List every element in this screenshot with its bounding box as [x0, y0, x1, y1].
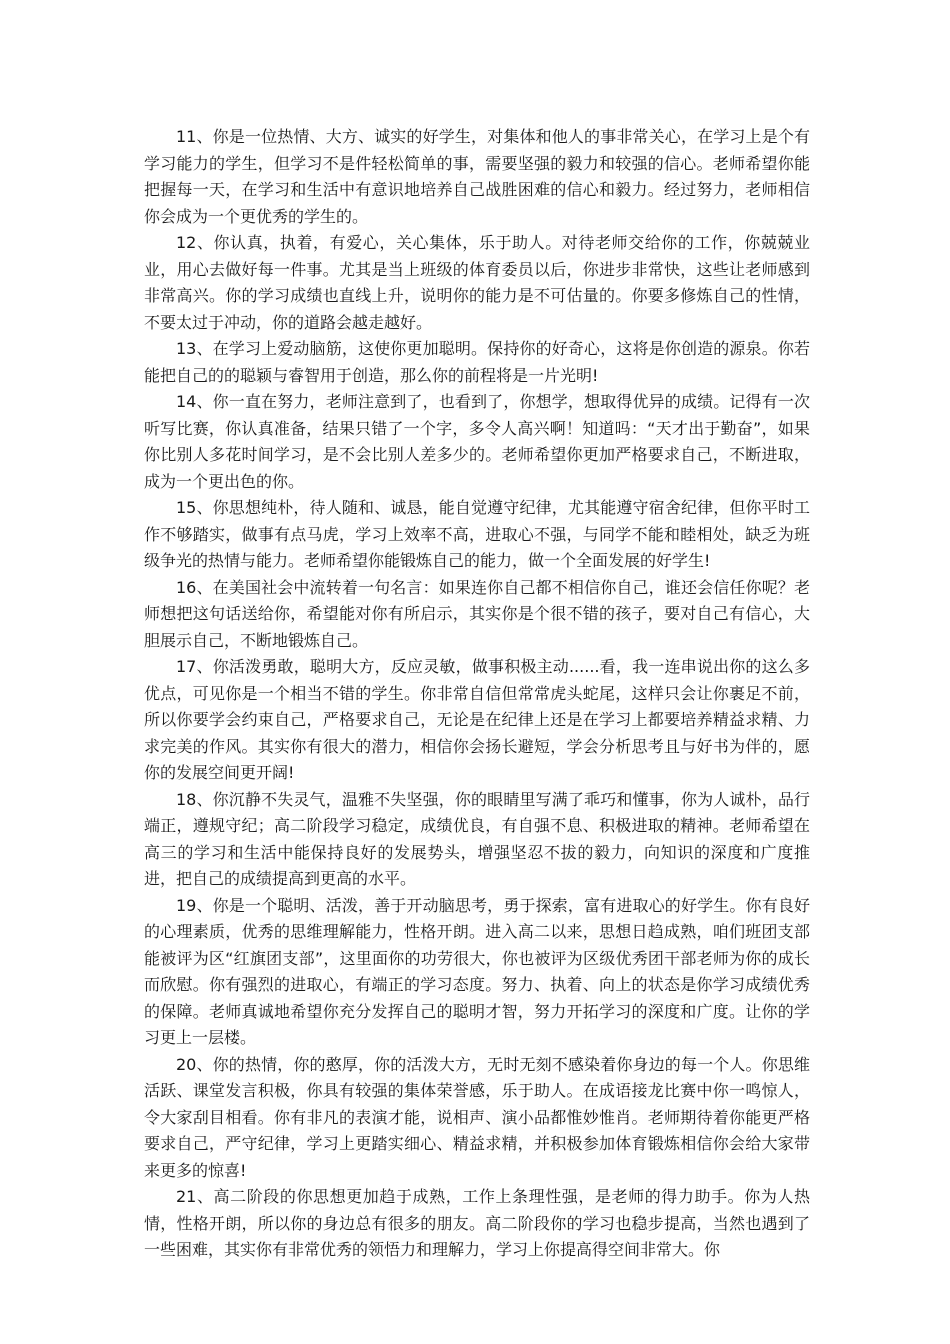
- paragraph-19: 19、你是一个聪明、活泼，善于开动脑思考，勇于探索，富有进取心的好学生。你有良好的心理素质，优秀的思维理解能力，性格开朗。进入高二以来，思想日趋成熟，咱们班团支部能被评为区“红旗团支部”，这里面你的功劳很大，你也被评为区级优秀团干部老师为你的成长而欣慰。你有强烈的进取心，有端正的学习态度。努力、执着、向上的状态是你学习成绩优秀的保障。老师真诚地希望你充分发挥自己的聪明才智，努力开拓学习的深度和广度。让你的学习更上一层楼。: [144, 895, 810, 1047]
- paragraph-18: 18、你沉静不失灵气，温雅不失坚强，你的眼睛里写满了乖巧和懂事，你为人诚朴，品行端正，遵规守纪；高二阶段学习稳定，成绩优良，有自强不息、积极进取的精神。老师希望在高三的学习和生活中能保持良好的发展势头，增强坚忍不拔的毅力，向知识的深度和广度推进，把自己的成绩提高到更高的水平。: [144, 789, 810, 888]
- paragraph-20: 20、你的热情，你的憨厚，你的活泼大方，无时无刻不感染着你身边的每一个人。你思维活跃、课堂发言积极，你具有较强的集体荣誉感，乐于助人。在成语接龙比赛中你一鸣惊人，令大家刮目相看。你有非凡的表演才能，说相声、演小品都惟妙惟肖。老师期待着你能更严格要求自己，严守纪律，学习上更踏实细心、精益求精，并积极参加体育锻炼相信你会给大家带来更多的惊喜!: [144, 1054, 810, 1180]
- paragraph-21: 21、高二阶段的你思想更加趋于成熟，工作上条理性强，是老师的得力助手。你为人热情，性格开朗，所以你的身边总有很多的朋友。高二阶段你的学习也稳步提高，当然也遇到了一些困难，其实你有非常优秀的领悟力和理解力，学习上你提高得空间非常大。你: [144, 1187, 810, 1259]
- paragraph-16: 16、在美国社会中流转着一句名言：如果连你自己都不相信你自己，谁还会信任你呢？老师想把这句话送给你，希望能对你有所启示，其实你是个很不错的孩子，要对自己有信心，大胆展示自己，不断地锻炼自己。: [144, 577, 810, 650]
- paragraph-14: 14、你一直在努力，老师注意到了，也看到了，你想学，想取得优异的成绩。记得有一次听写比赛，你认真准备，结果只错了一个字，多令人高兴啊！知道吗：“天才出于勤奋”，如果你比别人多花时间学习，是不会比别人差多少的。老师希望你更加严格要求自己，不断进取，成为一个更出色的你。: [144, 392, 810, 491]
- paragraph-15: 15、你思想纯朴，待人随和、诚恳，能自觉遵守纪律，尤其能遵守宿舍纪律，但你平时工作不够踏实，做事有点马虎，学习上效率不高，进取心不强，与同学不能和睦相处，缺乏为班级争光的热情与能力。老师希望你能锻炼自己的能力，做一个全面发展的好学生!: [144, 498, 810, 570]
- paragraph-13: 13、在学习上爱动脑筋，这使你更加聪明。保持你的好奇心，这将是你创造的源泉。你若能把自己的的聪颖与睿智用于创造，那么你的前程将是一片光明!: [144, 339, 810, 385]
- paragraph-11: 11、你是一位热情、大方、诚实的好学生，对集体和他人的事非常关心，在学习上是个有学习能力的学生，但学习不是件轻松简单的事，需要坚强的毅力和较强的信心。老师希望你能把握每一天，在学习和生活中有意识地培养自己战胜困难的信心和毅力。经过努力，老师相信你会成为一个更优秀的学生的。: [144, 127, 810, 226]
- paragraph-12: 12、你认真，执着，有爱心，关心集体，乐于助人。对待老师交给你的工作，你兢兢业业，用心去做好每一件事。尤其是当上班级的体育委员以后，你进步非常快，这些让老师感到非常高兴。你的学习成绩也直线上升，说明你的能力是不可估量的。你要多修炼自己的性情，不要太过于冲动，你的道路会越走越好。: [144, 233, 810, 332]
- document-body: [144, 124, 810, 1264]
- paragraph-17: 17、你活泼勇敢，聪明大方，反应灵敏，做事积极主动......看，我一连串说出你的这么多优点，可见你是一个相当不错的学生。你非常自信但常常虎头蛇尾，这样只会让你裹足不前，所以你要学会约束自己，严格要求自己，无论是在纪律上还是在学习上都要培养精益求精、力求完美的作风。其实你有很大的潜力，相信你会扬长避短，学会分析思考且与好书为伴的，愿你的发展空间更开阔!: [144, 657, 810, 782]
